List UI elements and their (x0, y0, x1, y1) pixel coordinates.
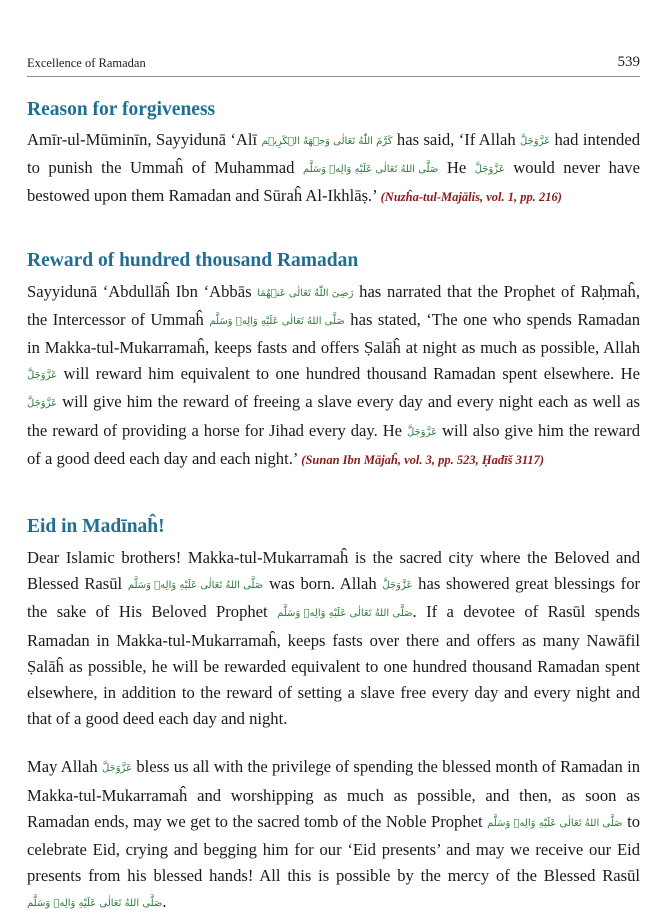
text-run: has narrated that the Prophet of Raḥmaĥ, the Intercessor of Ummaĥ (27, 281, 640, 329)
arabic-honorific: صَلَّى اللهُ تَعَالٰى عَلَيْهِ وَالِهٖ وَسَلَّم (277, 608, 413, 620)
text-run: will also give him the reward of a good deed each day and each night.’ (27, 420, 640, 468)
arabic-honorific: عَزَّوَجَلَّ (474, 164, 505, 176)
arabic-honorific: عَزَّوَجَلَّ (27, 398, 58, 410)
arabic-honorific: صَلَّى اللهُ تَعَالٰى عَلَيْهِ وَالِهٖ وَسَلَّم (27, 898, 163, 910)
body-paragraph (27, 127, 640, 211)
arabic-honorific: رَضِیَ اللّٰهُ تَعَالٰی عَنۡهُمَا (257, 287, 354, 299)
text-run: was born. Allah (263, 574, 383, 594)
paragraph-spacer (27, 732, 640, 754)
text-run: would never have bestowed upon them Ramadan and Sūraĥ Al-Ikhlāṣ.’ (27, 158, 640, 206)
section-heading: Reason for forgiveness (27, 99, 216, 120)
arabic-honorific: صَلَّى اللهُ تَعَالٰى عَلَيْهِ وَالِهٖ وَسَلَّم (302, 164, 439, 176)
text-run: Dear Islamic brothers! Makka-tul-Mukarramaĥ is the sacred city where the Beloved and Blessed Rasūl (27, 548, 640, 594)
section-reason-for-forgiveness (27, 96, 640, 211)
text-run: will reward him equivalent to one hundred thousand Ramadan spent elsewhere. He (57, 364, 640, 384)
text-run: . If a devotee of Rasūl spends Ramadan in Makka-tul-Mukarramaĥ, keeps fasts over there and offers as many Nawāfil Ṣalāĥ as possible, he will be rewarded equivalent to one hundred thousand Ramadan spent elsewhere, in addition to the reward of setting a slave free every day and every night and that of a good deed each day and night. (27, 602, 640, 729)
body-paragraph (27, 754, 640, 917)
text-run: bless us all with the privilege of spending the blessed month of Ramadan in Makka-tul-Mukarramaĥ and worshipping as much as possible, and then, as soon as Ramadan ends, may we get to the sacred tomb of the Noble Prophet (27, 757, 640, 831)
arabic-honorific: عَزَّوَجَلَّ (27, 370, 58, 382)
arabic-honorific: كَرَّمَ اللّٰهُ تَعَالٰی وَجۡهَهُ الۡكَرِيۡم (261, 136, 393, 147)
text-run: had intended to punish the Ummaĥ of Muhammad (27, 130, 640, 178)
arabic-honorific: عَزَّوَجَلَّ (101, 763, 133, 775)
arabic-honorific: صَلَّى اللهُ تَعَالٰى عَلَيْهِ وَالِهٖ وَسَلَّم (127, 580, 264, 592)
page-number: 539 (617, 54, 640, 70)
section-heading: Eid in Madīnaĥ! (27, 516, 165, 538)
citation: (Sunan Ibn Mājaĥ, vol. 3, pp. 523, Ḥadīš 3117) (301, 452, 545, 467)
text-run: Amīr-ul-Mūminīn, Sayyidunā ‘Alī (27, 130, 262, 149)
text-run: Sayyidunā ‘Abdullāĥ Ibn ‘Abbās (27, 281, 258, 301)
arabic-honorific: عَزَّوَجَلَّ (520, 136, 551, 147)
arabic-honorific: صَلَّى اللهُ تَعَالٰى عَلَيْهِ وَالِهٖ وَسَلَّم (209, 315, 345, 327)
text-run: has stated, ‘The one who spends Ramadan in Makka-tul-Mukarramaĥ, keeps fasts and offers Ṣalāĥ at night as much as possible, Allah (27, 309, 640, 358)
text-run: has showered great blessings for the sake of His Beloved Prophet (27, 574, 641, 622)
text-run: May Allah (27, 757, 102, 777)
section-reward-hundred-thousand (27, 247, 640, 473)
text-run: has said, ‘If Allah (392, 130, 521, 149)
citation: (Nuzĥa-tul-Majālis, vol. 1, pp. 216) (380, 190, 562, 205)
text-run: . (162, 892, 167, 912)
arabic-honorific: عَزَّوَجَلَّ (406, 426, 438, 438)
text-run: to celebrate Eid, crying and begging him for our ‘Eid presents’ and may we receive our Eid presents from his blessed hands! All this is possible by the mercy of the Blessed Rasūl (27, 811, 640, 886)
section-heading: Reward of hundred thousand Ramadan (27, 249, 359, 271)
running-title: Excellence of Ramadan (27, 56, 146, 70)
section-eid-in-madinah (27, 513, 640, 918)
body-paragraph (27, 279, 640, 473)
arabic-honorific: صَلَّى اللهُ تَعَالٰى عَلَيْهِ وَالِهٖ وَسَلَّم (487, 817, 623, 829)
text-run: He (438, 158, 475, 178)
body-paragraph (27, 545, 640, 732)
page-header (27, 52, 640, 77)
text-run: will give him the reward of freeing a slave every day and every night each as well as the reward of providing a horse for Jihad every day. He (27, 392, 640, 440)
arabic-honorific: عَزَّوَجَلَّ (382, 580, 413, 592)
page-body (27, 96, 640, 918)
